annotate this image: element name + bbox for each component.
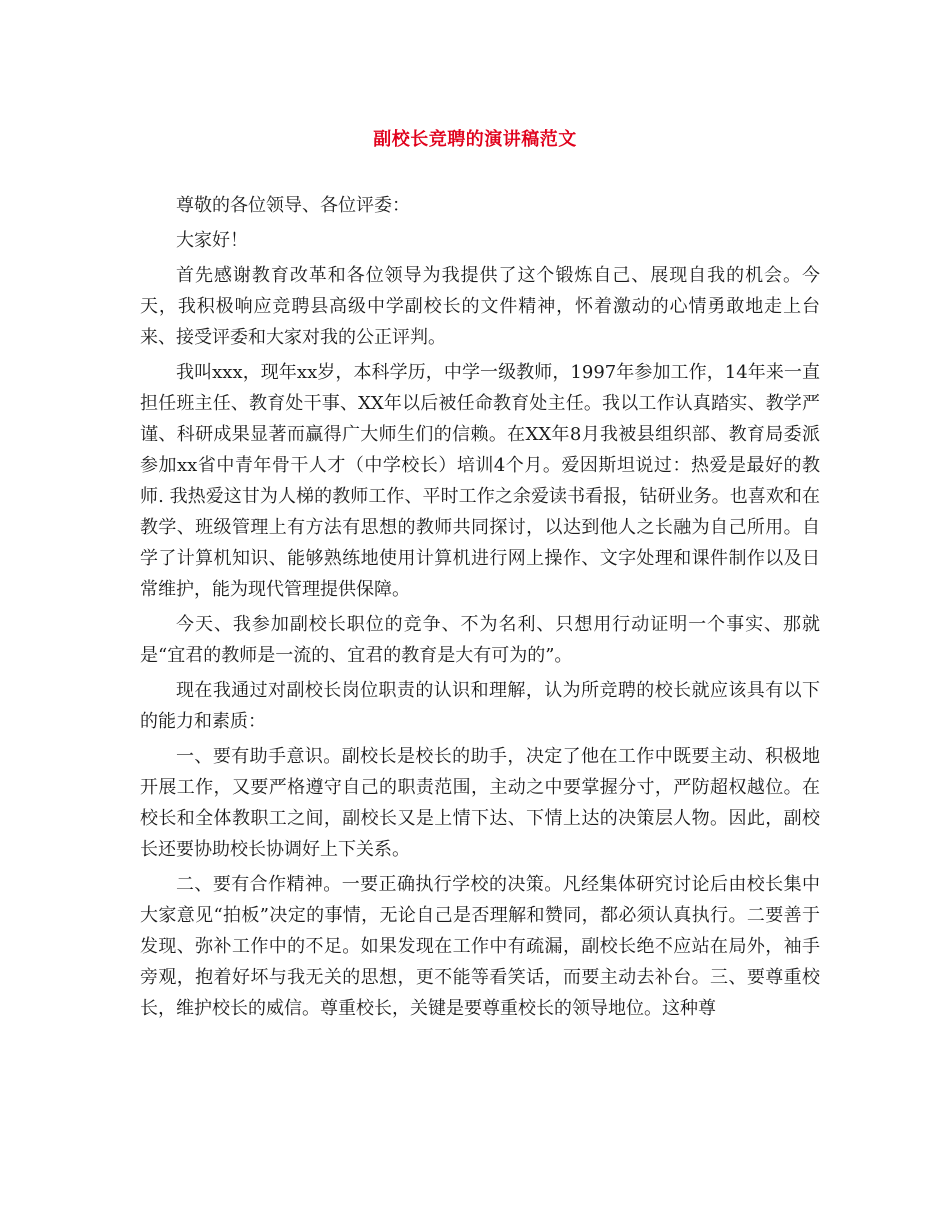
body-paragraph: 现在我通过对副校长岗位职责的认识和理解，认为所竞聘的校长就应该具有以下的能力和素质： xyxy=(140,680,820,732)
body-paragraph: 今天、我参加副校长职位的竞争、不为名利、只想用行动证明一个事实、那就是“宜君的教师是一流的、宜君的教育是大有可为的”。 xyxy=(140,614,820,666)
body-paragraph: 一、要有助手意识。副校长是校长的助手，决定了他在工作中既要主动、积极地开展工作，又要严格遵守自己的职责范围，主动之中要掌握分寸，严防超权越位。在校长和全体教职工之间，副校长又是上情下达、下情上达的决策层人物。因此，副校长还要协助校长协调好上下关系。 xyxy=(140,746,820,860)
document-title: 副校长竞聘的演讲稿范文 xyxy=(373,129,577,150)
greeting-paragraph: 大家好！ xyxy=(176,230,248,251)
salutation-paragraph: 尊敬的各位领导、各位评委： xyxy=(176,195,410,216)
body-paragraph: 二、要有合作精神。一要正确执行学校的决策。凡经集体研究讨论后由校长集中大家意见“拍板”决定的事情，无论自己是否理解和赞同，都必须认真执行。二要善于发现、弥补工作中的不足。如果发现在工作中有疏漏，副校长绝不应站在局外，袖手旁观，抱着好坏与我无关的思想，更不能等看笑话，而要主动去补台。三、要尊重校长，维护校长的威信。尊重校长，关键是要尊重校长的领导地位。这种尊 xyxy=(140,874,820,1019)
document-body xyxy=(140,190,820,1028)
body-paragraph: 我叫xxx，现年xx岁，本科学历，中学一级教师，1997年参加工作，14年来一直担任班主任、教育处干事、XX年以后被任命教育处主任。我以工作认真踏实、教学严谨、科研成果显著而赢得广大师生们的信赖。在XX年8月我被县组织部、教育局委派参加xx省中青年骨干人才（中学校长）培训4个月。爱因斯坦说过：热爱是最好的教师. 我热爱这甘为人梯的教师工作、平时工作之余爱读书看报，钻研业务。也喜欢和在教学、班级管理上有方法有思想的教师共同探讨，以达到他人之长融为自己所用。自学了计算机知识、能够熟练地使用计算机进行网上操作、文字处理和课件制作以及日常维护，能为现代管理提供保障。 xyxy=(140,362,820,600)
body-paragraph: 首先感谢教育改革和各位领导为我提供了这个锻炼自己、展现自我的机会。今天，我积极响应竞聘县高级中学副校长的文件精神，怀着激动的心情勇敢地走上台来、接受评委和大家对我的公正评判。 xyxy=(140,265,820,348)
